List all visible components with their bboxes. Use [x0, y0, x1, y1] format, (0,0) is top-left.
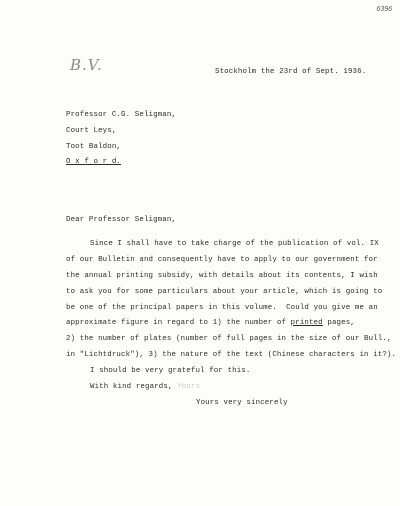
body-line-2: of our Bulletin and consequently have to apply to our government for [66, 256, 378, 264]
archive-number: 6396 [376, 6, 392, 13]
address-line-2: Court Leys, [66, 127, 117, 135]
pencil-annotation: B.V. [70, 56, 103, 74]
body-line-5: be one of the principal papers in this volume. Could you give me an [66, 304, 378, 312]
signoff: Yours very sincerely [196, 399, 288, 407]
body-line-7: 2) the number of plates (number of full pages in the size of our Bull., [66, 335, 392, 343]
regards-text: With kind regards, [90, 383, 173, 391]
closing-line: I should be very grateful for this. [90, 367, 251, 375]
dateline: Stockholm the 23rd of Sept. 1936. [215, 68, 367, 76]
body-line-1: Since I shall have to take charge of the publication of vol. IX [90, 240, 379, 248]
address-line-3: Toot Baldon, [66, 143, 122, 151]
body-line-8: in "Lichtdruck"), 3) the nature of the text (Chinese characters in it?). [66, 351, 397, 359]
salutation: Dear Professor Seligman, [66, 216, 177, 224]
underlined-word: printed [290, 319, 323, 327]
address-line-1: Professor C.G. Seligman, [66, 111, 177, 119]
address-line-4: O x f o r d. [66, 158, 122, 166]
regards-faint-text: Yours [177, 383, 201, 391]
body-line-4: to ask you for some particulars about your article, which is going to [66, 288, 383, 296]
regards [90, 383, 200, 391]
body-line-6: approximate figure in regard to 1) the number of printed pages, [66, 319, 355, 327]
body-line-3: the annual printing subsidy, with details about its contents, I wish [66, 272, 378, 280]
